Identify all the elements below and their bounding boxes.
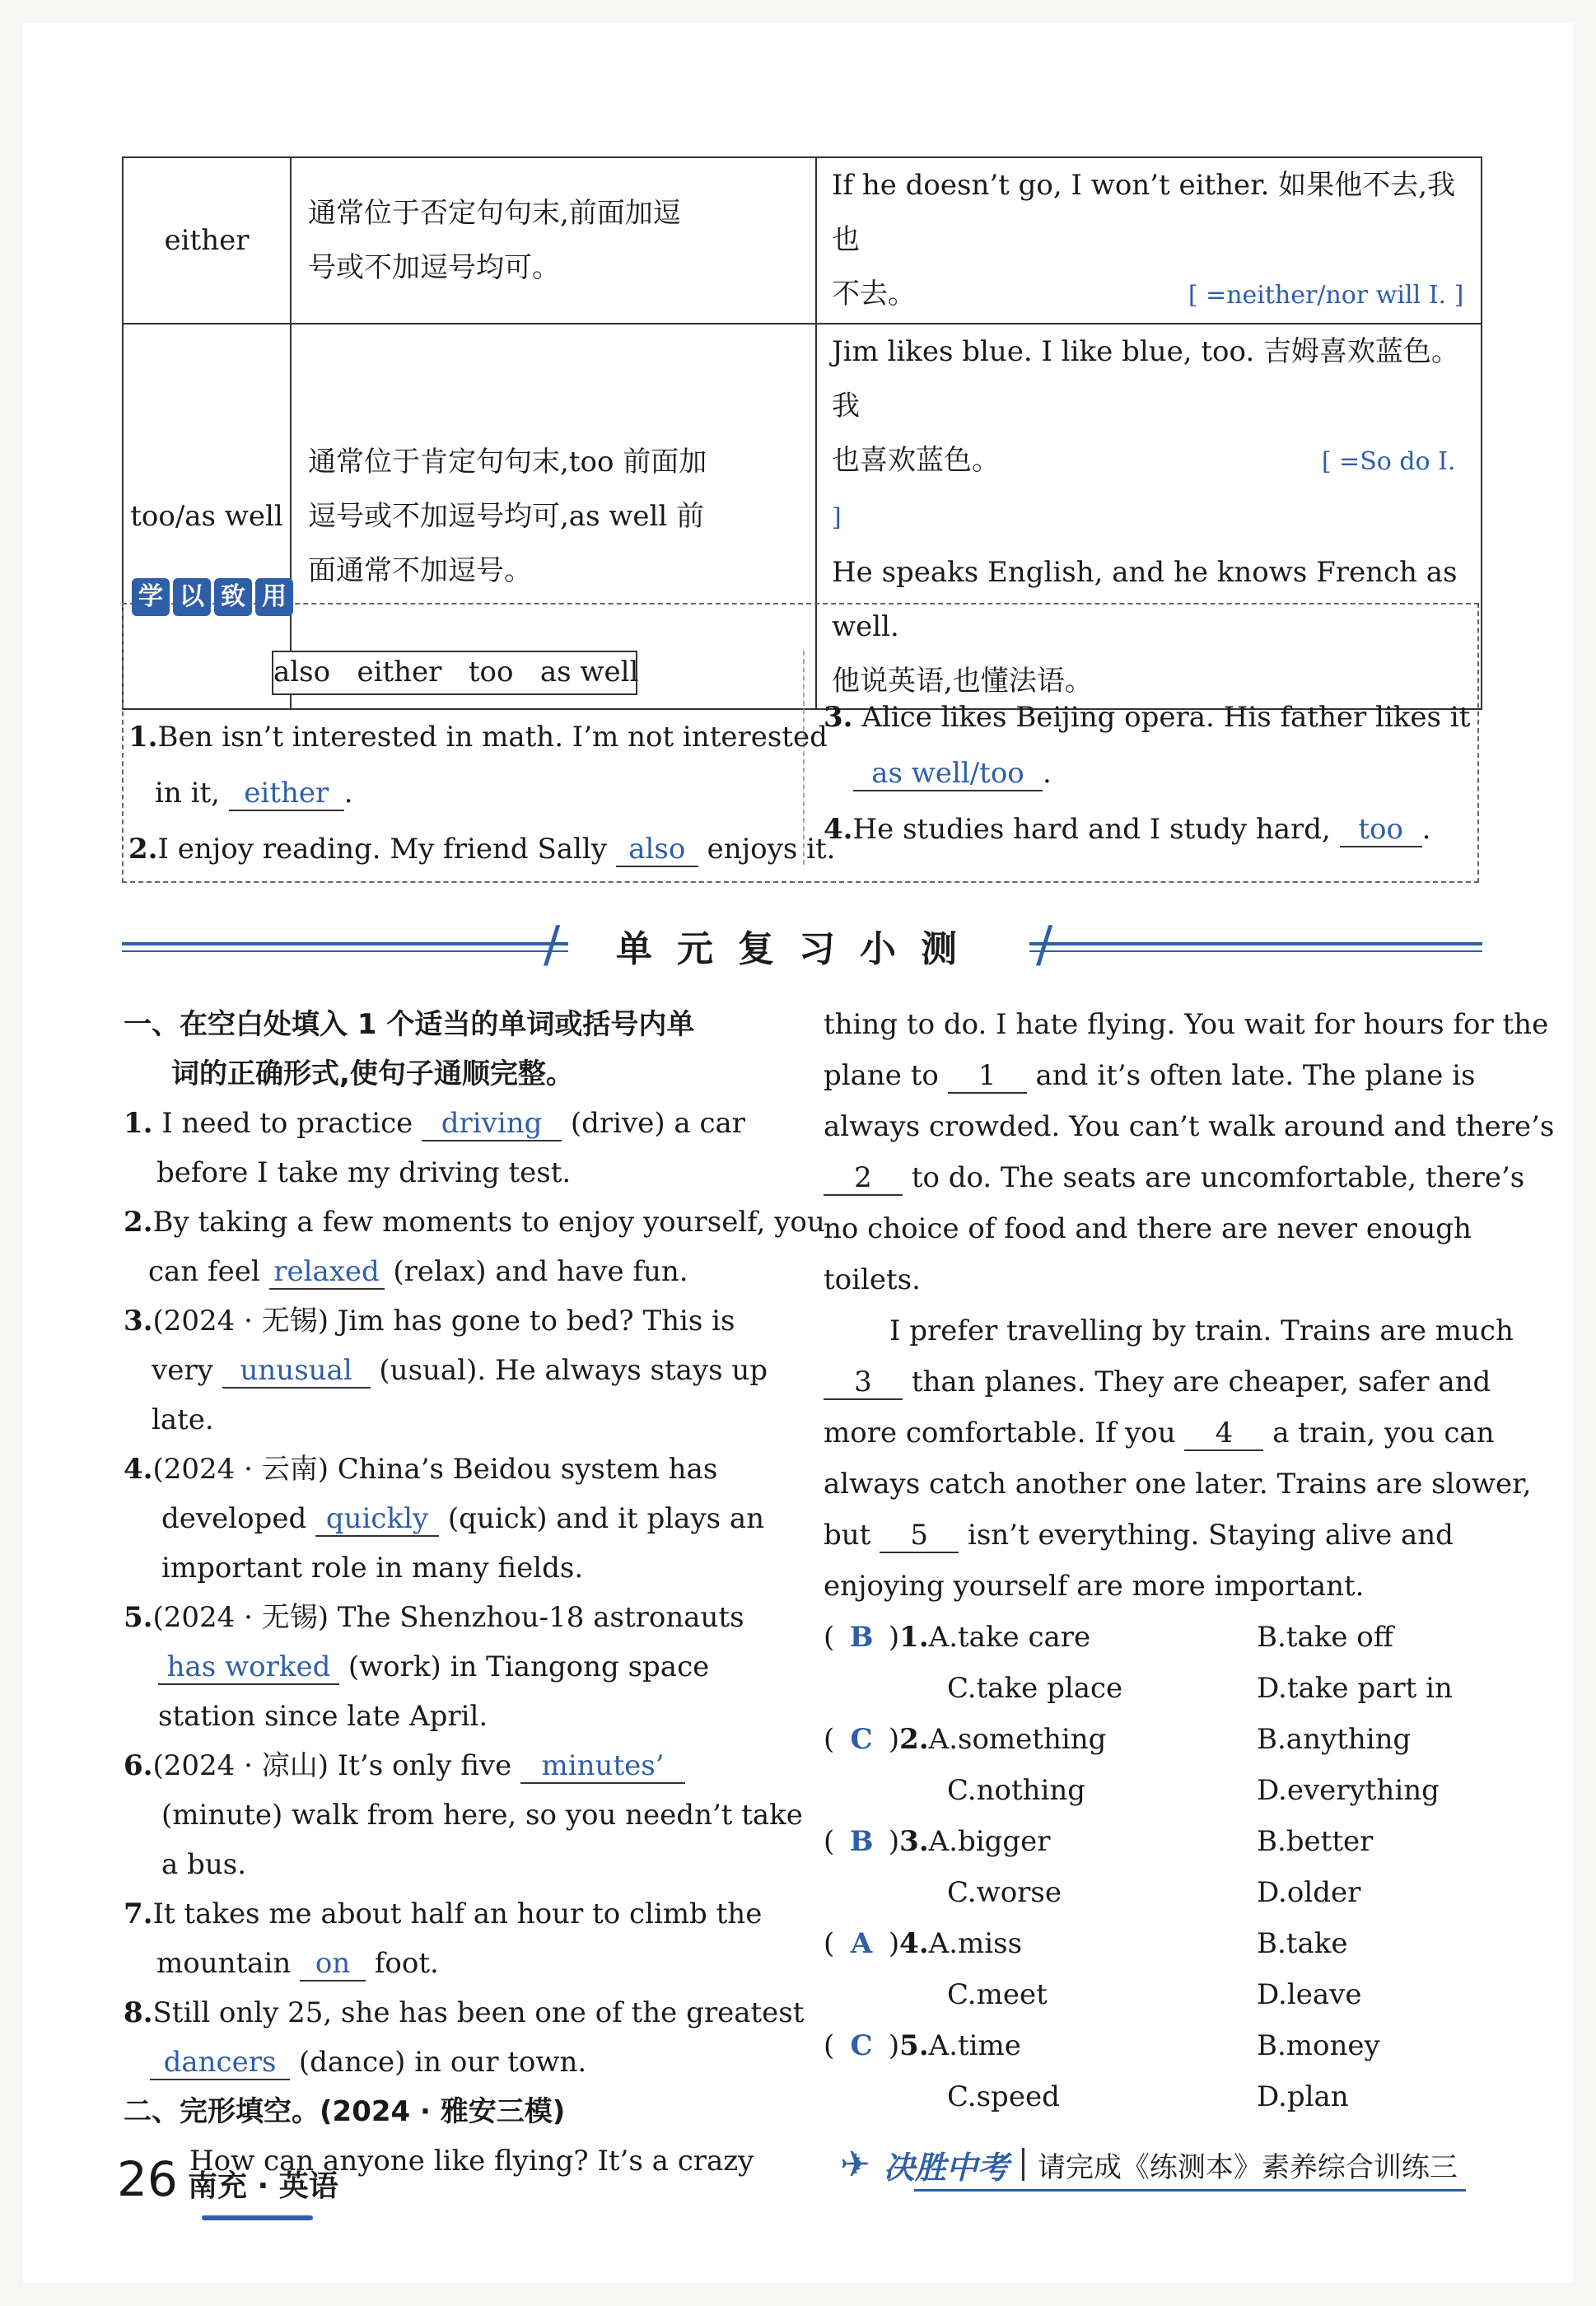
choice-answer: C [850, 1723, 873, 1756]
practice-item-3-line2: as well/too . [853, 753, 1052, 794]
table-word: either [123, 157, 291, 324]
option-c: C.worse [947, 1876, 1062, 1909]
passage-line: plane to 1 and it’s often late. The plane is [824, 1059, 1476, 1092]
part1-item-line: dancers (dance) in our town. [150, 2038, 586, 2087]
answer-blank: quickly [315, 1502, 439, 1537]
part1-item-line: before I take my driving test. [156, 1156, 572, 1189]
passage-line: but 5 isn’t everything. Staying alive and [824, 1519, 1454, 1552]
part1-item: 6.(2024 · 凉山) It’s only five minutes’ [124, 1741, 685, 1790]
part1-item-line: can feel relaxed (relax) and have fun. [148, 1255, 688, 1288]
choice-number: 1. [899, 1621, 929, 1654]
part1-item: 4.(2024 · 云南) China’s Beidou system has [124, 1453, 718, 1486]
choice-question: ( B )1.A.take care [824, 1613, 1090, 1662]
part2-heading: 二、完形填空。(2024 · 雅安三模) [124, 2095, 566, 2128]
practice-item-3: 3. Alice likes Beijing opera. His father likes it [824, 701, 1471, 734]
footer-instruction: 请完成《练测本》素养综合训练三 [1037, 2150, 1458, 2184]
cloze-blank: 5 [880, 1519, 959, 1553]
option-d: D.everything [1257, 1774, 1440, 1807]
passage-line: thing to do. I hate flying. You wait for hours for the [824, 1008, 1549, 1041]
book-name: 南充 · 英语 [188, 2169, 338, 2203]
option-a: A.time [928, 2029, 1021, 2062]
part1-item: 2.By taking a few moments to enjoy yourself, you [124, 1206, 825, 1239]
cloze-blank: 3 [824, 1365, 903, 1400]
choice-answer: A [850, 1927, 873, 1960]
passage-line: toilets. [824, 1263, 921, 1296]
option-d: D.plan [1257, 2080, 1349, 2113]
runner-icon: ✈ [840, 2143, 870, 2186]
option-b: B.anything [1257, 1723, 1412, 1756]
footer-bar [202, 2215, 313, 2220]
practice-badge: 学 以 致 用 [132, 578, 293, 619]
answer-blank: too [1340, 813, 1422, 847]
option-a: A.bigger [928, 1825, 1051, 1858]
option-c: C.nothing [947, 1774, 1086, 1807]
slash-decoration: / [544, 916, 561, 973]
option-b: B.take [1257, 1927, 1348, 1960]
slash-decoration: / [1036, 916, 1053, 973]
table-usage: 通常位于否定句句末,前面加逗 号或不加逗号均可。 [291, 157, 816, 324]
part1-item: 5.(2024 · 无锡) The Shenzhou-18 astronauts [124, 1601, 744, 1634]
part1-heading: 一、在空白处填入 1 个适当的单词或括号内单 [124, 1008, 695, 1041]
passage-line: no choice of food and there are never enough [824, 1212, 1472, 1245]
passage-line: always crowded. You can’t walk around and there’s [824, 1110, 1555, 1143]
note-annotation: [ =neither/nor will I. ] [1188, 281, 1464, 310]
part1-item-line: developed quickly (quick) and it plays an [161, 1502, 764, 1535]
brand-logo: 决胜中考 [883, 2149, 1009, 2186]
answer-blank: dancers [150, 2046, 290, 2080]
choice-number: 2. [899, 1723, 929, 1756]
choice-question: ( A )4.A.miss [824, 1919, 1022, 1968]
cloze-blank: 4 [1184, 1417, 1263, 1451]
answer-blank: either [229, 777, 344, 811]
part1-item: 8.Still only 25, she has been one of the greatest [124, 1996, 805, 2029]
choice-question: ( C )5.A.time [824, 2021, 1021, 2070]
option-b: B.better [1257, 1825, 1374, 1858]
passage-line: How can anyone like flying? It’s a crazy [189, 2145, 754, 2178]
page-number: 26 [117, 2151, 178, 2207]
table-row [123, 157, 1482, 324]
table-example: If he doesn’t go, I won’t either. 如果他不去,我也 不去。 [ =neither/nor will I. ] [816, 157, 1482, 324]
choice-number: 5. [899, 2029, 929, 2062]
part1-item-line: important role in many fields. [161, 1552, 584, 1585]
part1-item-line: has worked (work) in Tiangong space [158, 1642, 709, 1692]
table-example: Jim likes blue. I like blue, too. 吉姆喜欢蓝色。我 也喜欢蓝色。 [ =So do I. ] He speaks English, and he knows French as well. 他说英语,也懂法语。 [816, 324, 1482, 709]
answer-blank: minutes’ [520, 1749, 685, 1784]
option-b: B.money [1257, 2029, 1380, 2062]
brand [840, 2140, 1458, 2189]
option-a: A.something [928, 1723, 1107, 1756]
part1-item-line: late. [152, 1403, 214, 1436]
brand-underline [914, 2189, 1466, 2192]
part1-item-line: a bus. [161, 1848, 246, 1881]
part1-item: 7.It takes me about half an hour to climb the [124, 1898, 763, 1930]
word-bank: also either too as well [272, 651, 637, 695]
answer-blank: unusual [222, 1354, 371, 1389]
choice-number: 4. [899, 1927, 929, 1960]
option-d: D.take part in [1257, 1672, 1453, 1705]
choice-answer: B [849, 1621, 874, 1654]
answer-blank: relaxed [269, 1255, 385, 1290]
passage-line: always catch another one later. Trains are slower, [824, 1468, 1532, 1501]
part1-item-line: mountain on foot. [156, 1947, 439, 1980]
choice-answer: C [850, 2029, 873, 2062]
cloze-blank: 2 [824, 1161, 903, 1196]
answer-blank: as well/too [853, 757, 1043, 791]
note-annotation: [ =So do I. ] [832, 447, 1456, 532]
passage-line: more comfortable. If you 4 a train, you can [824, 1417, 1495, 1449]
choice-number: 3. [899, 1825, 929, 1858]
option-a: A.take care [928, 1621, 1091, 1654]
table-usage: 通常位于肯定句句末,too 前面加 逗号或不加逗号均可,as well 前 面通常不加逗号。 [291, 324, 816, 709]
choice-answer: B [849, 1825, 874, 1858]
practice-item-1-line2: in it, either . [155, 777, 353, 810]
option-b: B.take off [1257, 1621, 1393, 1654]
answer-blank: also [616, 833, 698, 867]
choice-question: ( B )3.A.bigger [824, 1817, 1051, 1866]
table-word: too/as well [123, 324, 291, 709]
option-d: D.leave [1257, 1978, 1362, 2011]
choice-question: ( C )2.A.something [824, 1715, 1106, 1764]
passage-line: 2 to do. The seats are uncomfortable, there’s [824, 1153, 1524, 1202]
passage-line: enjoying yourself are more important. [824, 1570, 1365, 1603]
part1-item: 1. I need to practice driving (drive) a car [124, 1107, 746, 1140]
divider [1022, 2148, 1024, 2181]
passage-line: 3 than planes. They are cheaper, safer and [824, 1357, 1491, 1407]
option-c: C.take place [947, 1672, 1123, 1705]
option-c: C.meet [947, 1978, 1048, 2011]
part1-heading-line2: 词的正确形式,使句子通顺完整。 [171, 1057, 574, 1090]
answer-blank: on [300, 1947, 366, 1982]
practice-item-4: 4.He studies hard and I study hard, too . [824, 813, 1431, 846]
practice-item-2: 2.I enjoy reading. My friend Sally also enjoys it. [128, 833, 836, 866]
passage-line: I prefer travelling by train. Trains are much [889, 1314, 1514, 1347]
answer-blank: has worked [158, 1650, 339, 1685]
part1-item-line: (minute) walk from here, so you needn’t take [161, 1799, 803, 1832]
answer-blank: driving [422, 1107, 562, 1141]
part1-item-line: station since late April. [158, 1700, 488, 1733]
option-a: A.miss [928, 1927, 1023, 1960]
option-d: D.older [1257, 1876, 1361, 1909]
part1-item: 3.(2024 · 无锡) Jim has gone to bed? This is [124, 1305, 735, 1337]
cloze-blank: 1 [948, 1059, 1027, 1094]
option-c: C.speed [947, 2080, 1060, 2113]
practice-item-1: 1.Ben isn’t interested in math. I’m not interested [128, 721, 828, 754]
section-title: 单元复习小测 [568, 921, 1029, 978]
part1-item-line: very unusual (usual). He always stays up [152, 1354, 768, 1387]
